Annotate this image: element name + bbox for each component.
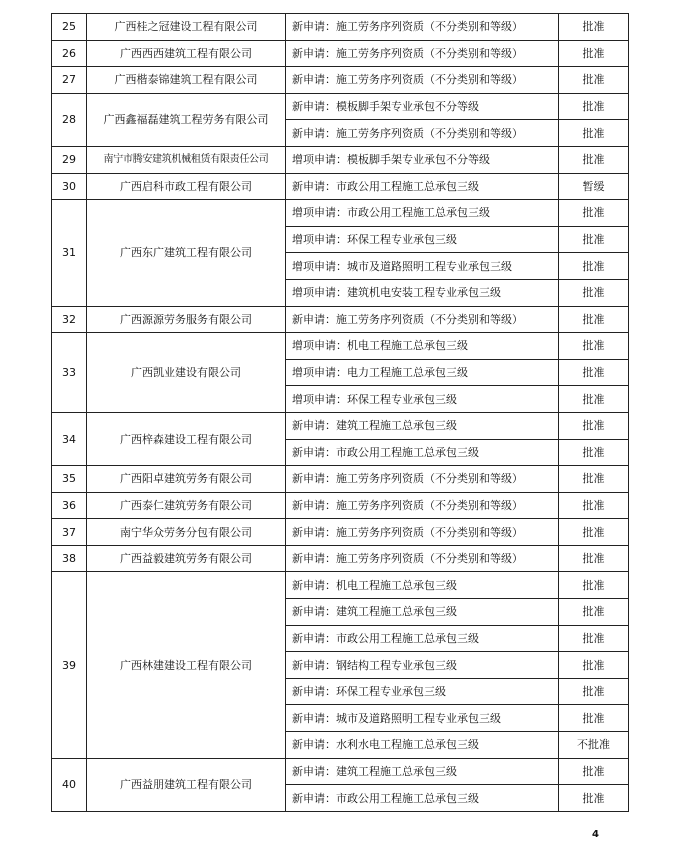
- table-row: [52, 758, 629, 785]
- decision-result: 批准: [559, 14, 629, 41]
- row-number: 27: [52, 67, 87, 94]
- application-item: 新申请：施工劳务序列资质（不分类别和等级）: [286, 492, 559, 519]
- application-item: 新申请：施工劳务序列资质（不分类别和等级）: [286, 14, 559, 41]
- decision-result: 批准: [559, 40, 629, 67]
- table-row: [52, 40, 629, 67]
- decision-result: 批准: [559, 625, 629, 652]
- application-item: 增项申请：建筑机电安装工程专业承包三级: [286, 279, 559, 306]
- decision-result: 批准: [559, 678, 629, 705]
- company-name: 南宁华众劳务分包有限公司: [87, 519, 286, 546]
- decision-result: 批准: [559, 492, 629, 519]
- decision-result: 批准: [559, 120, 629, 147]
- company-name: 广西益毅建筑劳务有限公司: [87, 545, 286, 572]
- application-item: 增项申请：机电工程施工总承包三级: [286, 333, 559, 360]
- approval-table-body: [52, 14, 629, 812]
- decision-result: 批准: [559, 146, 629, 173]
- company-name: 广西楷泰锦建筑工程有限公司: [87, 67, 286, 94]
- application-item: 增项申请：市政公用工程施工总承包三级: [286, 200, 559, 227]
- application-item: 增项申请：环保工程专业承包三级: [286, 386, 559, 413]
- application-item: 新申请：施工劳务序列资质（不分类别和等级）: [286, 120, 559, 147]
- decision-result: 暂缓: [559, 173, 629, 200]
- decision-result: 批准: [559, 226, 629, 253]
- application-item: 新申请：施工劳务序列资质（不分类别和等级）: [286, 545, 559, 572]
- decision-result: 批准: [559, 599, 629, 626]
- table-row: [52, 492, 629, 519]
- row-number: 37: [52, 519, 87, 546]
- row-number: 29: [52, 146, 87, 173]
- company-name: 广西启科市政工程有限公司: [87, 173, 286, 200]
- row-number: 40: [52, 758, 87, 811]
- table-row: [52, 200, 629, 227]
- decision-result: 批准: [559, 93, 629, 120]
- row-number: 38: [52, 545, 87, 572]
- row-number: 33: [52, 333, 87, 413]
- row-number: 35: [52, 466, 87, 493]
- application-item: 新申请：水利水电工程施工总承包三级: [286, 732, 559, 759]
- company-name: 广西泰仁建筑劳务有限公司: [87, 492, 286, 519]
- row-number: 26: [52, 40, 87, 67]
- table-row: [52, 519, 629, 546]
- company-name: 广西梓森建设工程有限公司: [87, 412, 286, 465]
- application-item: 新申请：市政公用工程施工总承包三级: [286, 173, 559, 200]
- decision-result: 批准: [559, 200, 629, 227]
- application-item: 新申请：建筑工程施工总承包三级: [286, 412, 559, 439]
- company-name: 广西源源劳务服务有限公司: [87, 306, 286, 333]
- application-item: 新申请：市政公用工程施工总承包三级: [286, 625, 559, 652]
- decision-result: 批准: [559, 572, 629, 599]
- company-name: 广西益朋建筑工程有限公司: [87, 758, 286, 811]
- table-row: [52, 146, 629, 173]
- table-row: [52, 306, 629, 333]
- company-name: 广西东广建筑工程有限公司: [87, 200, 286, 306]
- decision-result: 批准: [559, 519, 629, 546]
- application-item: 新申请：施工劳务序列资质（不分类别和等级）: [286, 519, 559, 546]
- decision-result: 批准: [559, 333, 629, 360]
- row-number: 39: [52, 572, 87, 758]
- application-item: 增项申请：模板脚手架专业承包不分等级: [286, 146, 559, 173]
- decision-result: 批准: [559, 386, 629, 413]
- row-number: 30: [52, 173, 87, 200]
- company-name: 广西鑫福磊建筑工程劳务有限公司: [87, 93, 286, 146]
- row-number: 31: [52, 200, 87, 306]
- table-row: [52, 333, 629, 360]
- company-name: 广西西西建筑工程有限公司: [87, 40, 286, 67]
- company-name: 广西桂之冠建设工程有限公司: [87, 14, 286, 41]
- row-number: 28: [52, 93, 87, 146]
- company-name: 广西林建建设工程有限公司: [87, 572, 286, 758]
- application-item: 新申请：施工劳务序列资质（不分类别和等级）: [286, 67, 559, 94]
- application-item: 新申请：市政公用工程施工总承包三级: [286, 785, 559, 812]
- table-row: [52, 572, 629, 599]
- table-row: [52, 93, 629, 120]
- application-item: 新申请：施工劳务序列资质（不分类别和等级）: [286, 306, 559, 333]
- application-item: 新申请：模板脚手架专业承包不分等级: [286, 93, 559, 120]
- decision-result: 批准: [559, 359, 629, 386]
- application-item: 增项申请：电力工程施工总承包三级: [286, 359, 559, 386]
- decision-result: 批准: [559, 412, 629, 439]
- company-name: 广西阳卓建筑劳务有限公司: [87, 466, 286, 493]
- application-item: 新申请：建筑工程施工总承包三级: [286, 599, 559, 626]
- approval-table: [51, 13, 629, 812]
- application-item: 新申请：城市及道路照明工程专业承包三级: [286, 705, 559, 732]
- row-number: 32: [52, 306, 87, 333]
- row-number: 36: [52, 492, 87, 519]
- decision-result: 批准: [559, 466, 629, 493]
- company-name: 南宁市腾安建筑机械租赁有限责任公司: [87, 146, 286, 173]
- table-row: [52, 67, 629, 94]
- decision-result: 不批准: [559, 732, 629, 759]
- decision-result: 批准: [559, 705, 629, 732]
- application-item: 增项申请：城市及道路照明工程专业承包三级: [286, 253, 559, 280]
- decision-result: 批准: [559, 545, 629, 572]
- table-row: [52, 14, 629, 41]
- decision-result: 批准: [559, 785, 629, 812]
- application-item: 新申请：机电工程施工总承包三级: [286, 572, 559, 599]
- table-row: [52, 412, 629, 439]
- table-row: [52, 545, 629, 572]
- application-item: 新申请：钢结构工程专业承包三级: [286, 652, 559, 679]
- application-item: 新申请：市政公用工程施工总承包三级: [286, 439, 559, 466]
- page-number: 4: [592, 829, 599, 840]
- company-name: 广西凯业建设有限公司: [87, 333, 286, 413]
- decision-result: 批准: [559, 306, 629, 333]
- application-item: 新申请：施工劳务序列资质（不分类别和等级）: [286, 40, 559, 67]
- row-number: 34: [52, 412, 87, 465]
- table-row: [52, 466, 629, 493]
- decision-result: 批准: [559, 253, 629, 280]
- application-item: 新申请：建筑工程施工总承包三级: [286, 758, 559, 785]
- decision-result: 批准: [559, 67, 629, 94]
- application-item: 新申请：环保工程专业承包三级: [286, 678, 559, 705]
- application-item: 新申请：施工劳务序列资质（不分类别和等级）: [286, 466, 559, 493]
- row-number: 25: [52, 14, 87, 41]
- decision-result: 批准: [559, 652, 629, 679]
- decision-result: 批准: [559, 439, 629, 466]
- decision-result: 批准: [559, 758, 629, 785]
- application-item: 增项申请：环保工程专业承包三级: [286, 226, 559, 253]
- decision-result: 批准: [559, 279, 629, 306]
- table-row: [52, 173, 629, 200]
